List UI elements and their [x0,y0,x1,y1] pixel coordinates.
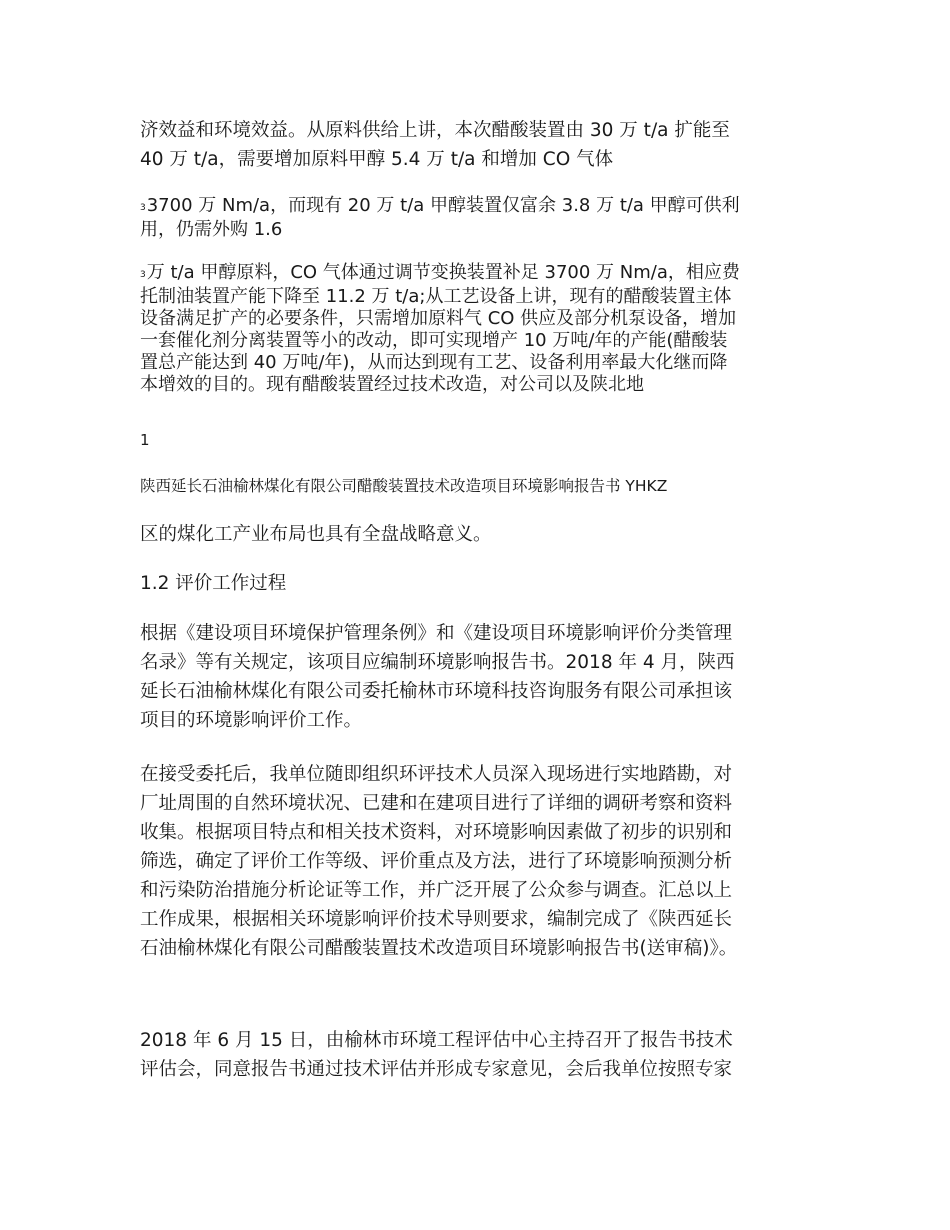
text-line: 石油榆林煤化有限公司醋酸装置技术改造项目环境影响报告书(送审稿)》。 [140,938,738,959]
text-line: 收集。根据项目特点和相关技术资料，对环境影响因素做了初步的识别和 [140,822,733,843]
paragraph-raw-material-supply [140,116,820,174]
text-line: 项目的环境影响评价工作。 [140,710,363,731]
page-number: 1 [140,431,150,449]
text-line: 托制油装置产能下降至 11.2 万 t/a;从工艺设备上讲，现有的醋酸装置主体 [140,286,732,307]
text-line: 筛选，确定了评价工作等级、评价重点及方法，进行了环境影响预测分析 [140,851,733,872]
text-line: 用，仍需外购 1.6 [140,219,283,240]
text-line: 济效益和环境效益。从原料供给上讲，本次醋酸装置由 30 万 t/a 扩能至 [140,120,730,141]
text-line: 3700 万 Nm/a，而现有 20 万 t/a 甲醇装置仅富余 3.8 万 t/a 甲醇可供利 [146,195,740,216]
text-line: 设备满足扩产的必要条件，只需增加原料气 CO 供应及部分机泵设备，增加 [140,308,737,329]
text-line: 2018 年 6 月 15 日，由榆林市环境工程评估中心主持召开了报告书技术 [140,1030,733,1051]
paragraph-equipment-upgrade [140,262,820,396]
paragraph-strategic-significance [140,520,820,549]
text-line: 区的煤化工产业布局也具有全盘战略意义。 [140,524,492,545]
paragraph-regulations [140,619,820,735]
paragraph-assessment-process [140,760,820,963]
paragraph-methanol-surplus [140,195,820,241]
text-line: 名录》等有关规定，该项目应编制环境影响报告书。2018 年 4 月，陕西 [140,652,735,673]
superscript-marker: 3 [140,270,146,280]
text-line: 根据《建设项目环境保护管理条例》和《建设项目环境影响评价分类管理 [140,623,733,644]
running-header: 陕西延长石油榆林煤化有限公司醋酸装置技术改造项目环境影响报告书 YHKZ [140,477,668,495]
text-line: 本增效的目的。现有醋酸装置经过技术改造，对公司以及陕北地 [140,374,644,395]
text-line: 延长石油榆林煤化有限公司委托榆林市环境科技咨询服务有限公司承担该 [140,681,733,702]
text-line: 一套催化剂分离装置等小的改动，即可实现增产 10 万吨/年的产能(醋酸装 [140,330,728,351]
text-line: 和污染防治措施分析论证等工作，并广泛开展了公众参与调查。汇总以上 [140,880,733,901]
text-line: 工作成果，根据相关环境影响评价技术导则要求，编制完成了《陕西延长 [140,909,733,930]
superscript-marker: 3 [140,203,146,213]
text-line: 在接受委托后，我单位随即组织环评技术人员深入现场进行实地踏勘，对 [140,764,733,785]
text-line: 40 万 t/a，需要增加原料甲醇 5.4 万 t/a 和增加 CO 气体 [140,149,614,170]
section-heading: 1.2 评价工作过程 [140,573,287,594]
text-line: 万 t/a 甲醇原料，CO 气体通过调节变换装置补足 3700 万 Nm/a，相应费 [146,262,740,283]
paragraph-technical-review [140,1026,820,1084]
text-line: 评估会，同意报告书通过技术评估并形成专家意见，会后我单位按照专家 [140,1059,733,1080]
text-line: 厂址周围的自然环境状况、已建和在建项目进行了详细的调研考察和资料 [140,793,733,814]
text-line: 置总产能达到 40 万吨/年)，从而达到现有工艺、设备利用率最大化继而降 [140,352,728,373]
